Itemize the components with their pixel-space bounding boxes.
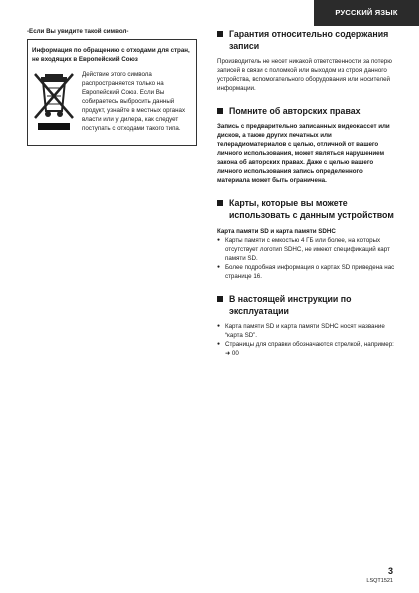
heading-text: В настоящей инструкции по эксплуатации xyxy=(229,294,352,316)
bullet-square-icon xyxy=(217,200,223,206)
heading-text: Гарантия относительно содержания записи xyxy=(229,29,389,51)
list-item: ● Более подробная информация о картах SD приведена нас странице 16. xyxy=(217,263,397,281)
section-cards xyxy=(217,197,397,281)
document-code: LSQT1521 xyxy=(366,578,393,584)
section-body: Запись с предварительно записанных видеокассет или дисков, а также других печатных или телерадиоматериалов с целью, отличной от вашего личного использования, может являться нарушением закона об авторских правах. Даже с целью вашего личного использования запись определенного материала может быть ограничена. xyxy=(217,123,390,184)
language-banner: РУССКИЙ ЯЗЫК xyxy=(314,0,419,26)
bullet-square-icon xyxy=(217,296,223,302)
bullet-list xyxy=(217,322,397,358)
section-heading xyxy=(217,197,397,221)
section-subheading: Карта памяти SD и карта памяти SDHC xyxy=(217,228,336,235)
section-copyright xyxy=(217,105,397,185)
notice-heading: Информация по обращению с отходами для стран, не входящих в Европейский Союз xyxy=(32,47,190,63)
notice-text: Действие этого символа распространяется только на Европейский Союз. Если Вы собираетесь выбросить данный продукт, узнайте в местных органах власти или у дилера, как следует поступать с отходами такого типа. xyxy=(82,71,186,132)
list-item: ● Карты памяти с емкостью 4 ГБ или более, на которых отсутствует логотип SDHC, не имеют спецификаций карт памяти SD. xyxy=(217,236,397,263)
notice-title: -Если Вы увидите такой символ- xyxy=(27,28,129,35)
heading-text: Помните об авторских правах xyxy=(229,106,361,116)
section-instructions xyxy=(217,293,397,358)
section-heading xyxy=(217,105,397,117)
disposal-notice-box xyxy=(27,39,197,146)
bullet-square-icon xyxy=(217,31,223,37)
heading-text: Карты, которые вы можете использовать с данным устройством xyxy=(229,198,394,220)
bullet-list xyxy=(217,236,397,281)
list-item: ● Карта памяти SD и карта памяти SDHC носят название “карта SD”. xyxy=(217,322,397,340)
section-heading xyxy=(217,28,397,52)
section-heading xyxy=(217,293,397,317)
bullet-square-icon xyxy=(217,108,223,114)
right-column xyxy=(217,28,397,370)
section-warranty xyxy=(217,28,397,93)
section-body: Производитель не несет никакой ответственности за потерю записей в связи с поломкой или выходом из строя данного устройства, вспомогательного оборудования или носителей информации. xyxy=(217,58,392,92)
crossed-out-wheelie-bin-icon xyxy=(32,70,76,137)
list-item: ● Страницы для справки обозначаются стрелкой, например: ➜ 00 xyxy=(217,340,397,358)
left-column xyxy=(27,28,197,146)
page-number: 3 xyxy=(387,566,393,576)
